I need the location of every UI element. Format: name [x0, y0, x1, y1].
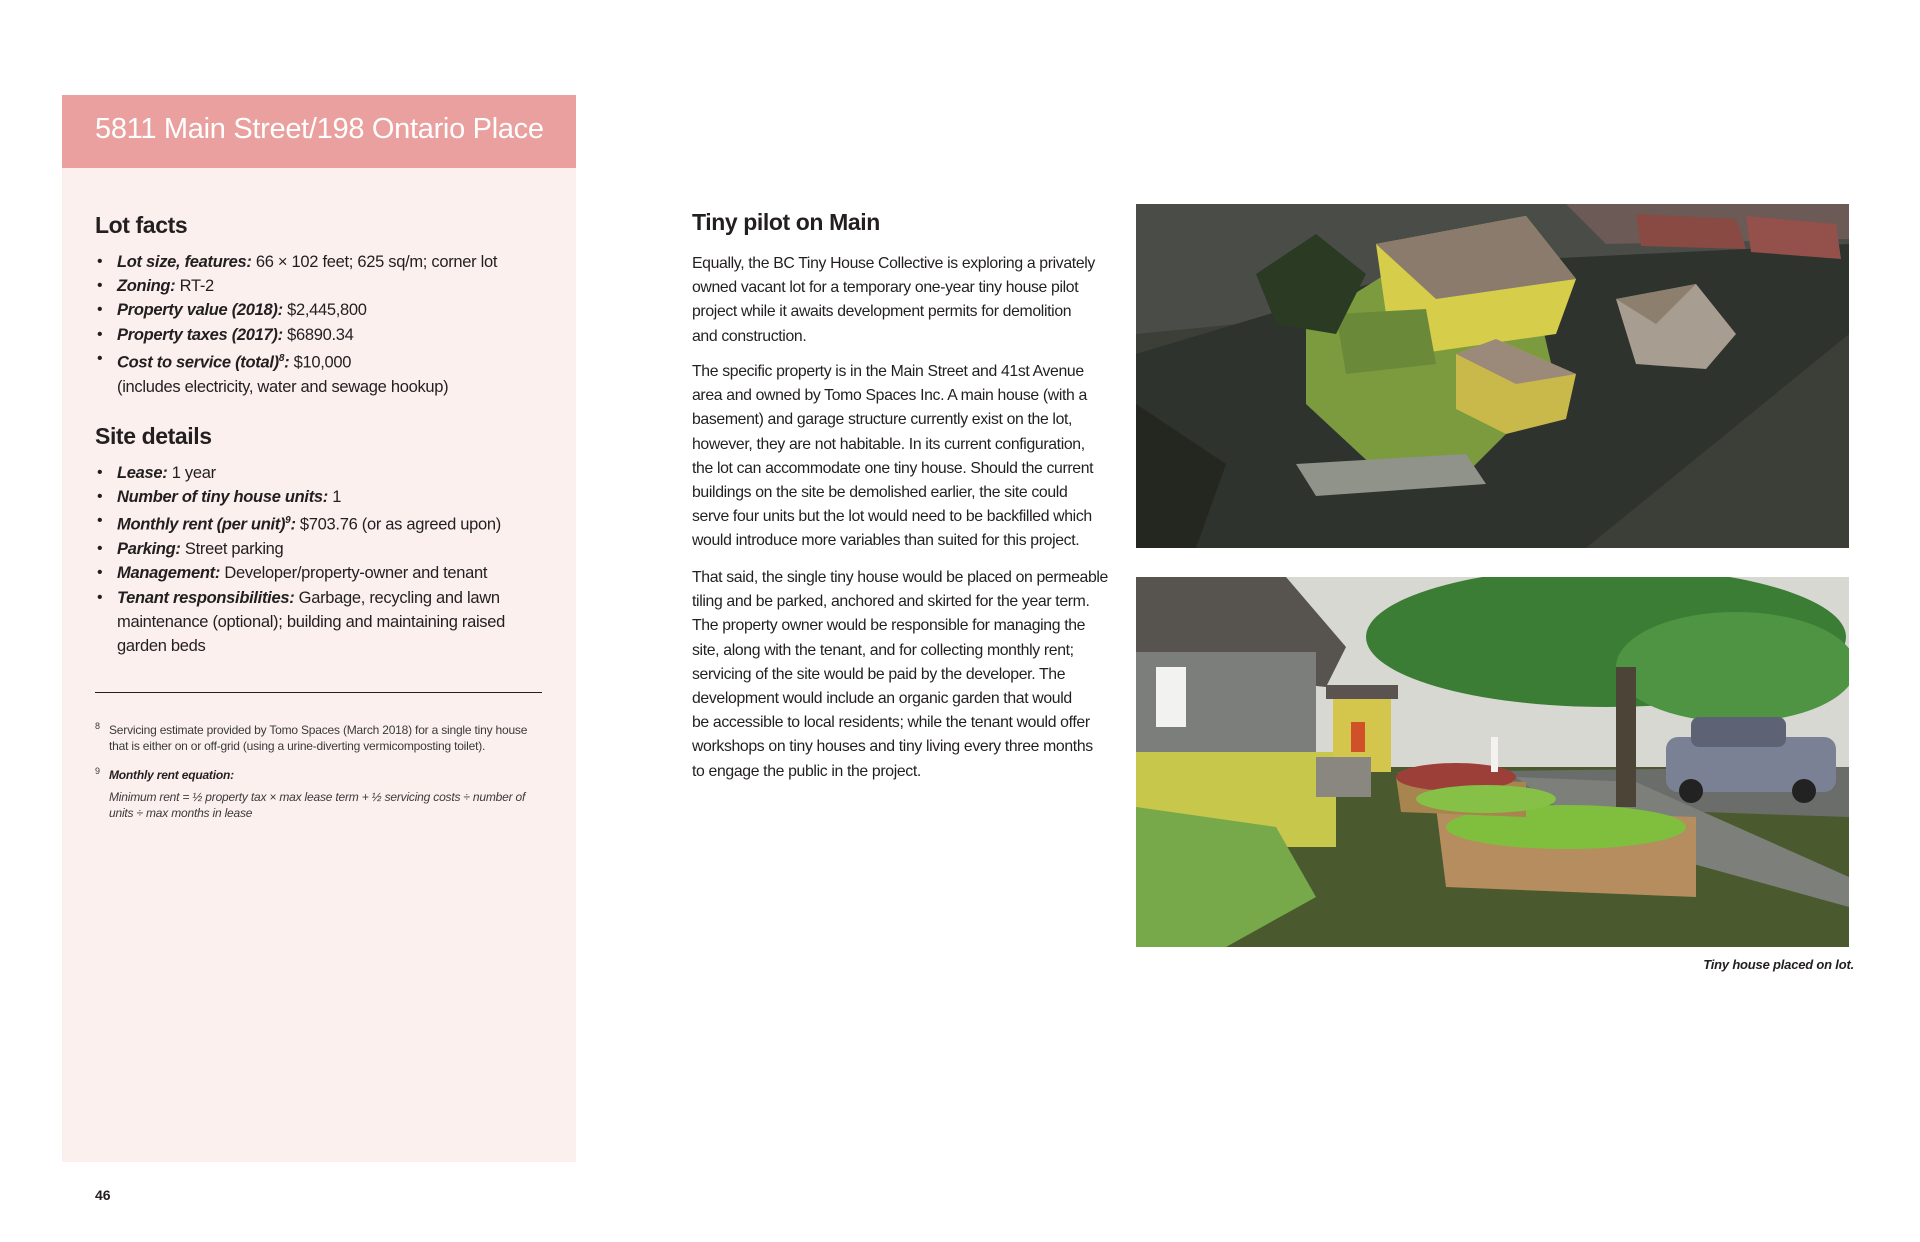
lot-facts-list — [95, 250, 497, 399]
section-heading: Tiny pilot on Main — [692, 209, 880, 235]
list-item: • Management: Developer/property-owner and tenant — [95, 561, 505, 585]
list-item: • Parking: Street parking — [95, 537, 505, 561]
property-title: 5811 Main Street/198 Ontario Place — [95, 113, 544, 145]
list-item: • Property value (2018): $2,445,800 — [95, 298, 497, 322]
paragraph-3: That said, the single tiny house would be placed on permeable tiling and be parked, anchored and skirted for the year term. The property owner would be responsible for managing the site, along with the tenant, and for collecting monthly rent; servicing of the site would be paid by the developer. The development would include an organic garden that would be accessible to local residents; while the tenant would offer workshops on tiny houses and tiny living every three months to engage the public in the project. — [692, 569, 1108, 780]
site-details-list — [95, 461, 505, 658]
footnote-8: 8 Servicing estimate provided by Tomo Spaces (March 2018) for a single tiny house that is either on or off-grid (using a urine-diverting vermicomposting toilet). — [95, 721, 528, 753]
paragraph-2: The specific property is in the Main Street and 41st Avenue area and owned by Tomo Spaces Inc. A main house (with a basement) and garage structure currently exist on the lot, however, they are not habitable. In its current configuration, the lot can accommodate one tiny house. Should the current buildings on the site be demolished earlier, the site could serve four units but the lot would need to be backfilled which would introduce more variables than suited for this project. — [692, 363, 1094, 550]
list-item: • Monthly rent (per unit)$^9$: $703.76 (or as agreed upon) — [95, 509, 505, 537]
list-item: • Lot size, features: 66 × 102 feet; 625 sq/m; corner lot — [95, 250, 497, 274]
list-item: • Property taxes (2017): $6890.34 — [95, 323, 497, 347]
footnote-divider — [95, 692, 542, 693]
image-caption: Tiny house placed on lot. — [1703, 957, 1854, 972]
list-item: • Number of tiny house units: 1 — [95, 485, 505, 509]
sidebar-panel — [62, 95, 576, 1162]
list-item: • Cost to service (total)$^8$: $10,000 (includes electricity, water and sewage hookup) — [95, 347, 497, 399]
list-item: • Lease: 1 year — [95, 461, 505, 485]
sidebar-header — [62, 95, 576, 168]
site-details-heading: Site details — [95, 423, 212, 449]
list-item: • Zoning: RT-2 — [95, 274, 497, 298]
page-number: 46 — [95, 1187, 111, 1203]
street-level-rendering — [1136, 577, 1849, 947]
lot-facts-heading: Lot facts — [95, 212, 188, 238]
footnote-9: 9 Monthly rent equation: Minimum rent = ½ property tax × max lease term + ½ servicing costs ÷ number of units ÷ max months in lease — [95, 766, 526, 820]
list-item: • Tenant responsibilities: Garbage, recycling and lawn maintenance (optional); building and maintaining raised garden beds — [95, 586, 505, 659]
paragraph-1: Equally, the BC Tiny House Collective is exploring a privately owned vacant lot for a temporary one-year tiny house pilot project while it awaits development permits for demolition and construction. — [692, 255, 1095, 345]
aerial-site-rendering — [1136, 204, 1849, 548]
